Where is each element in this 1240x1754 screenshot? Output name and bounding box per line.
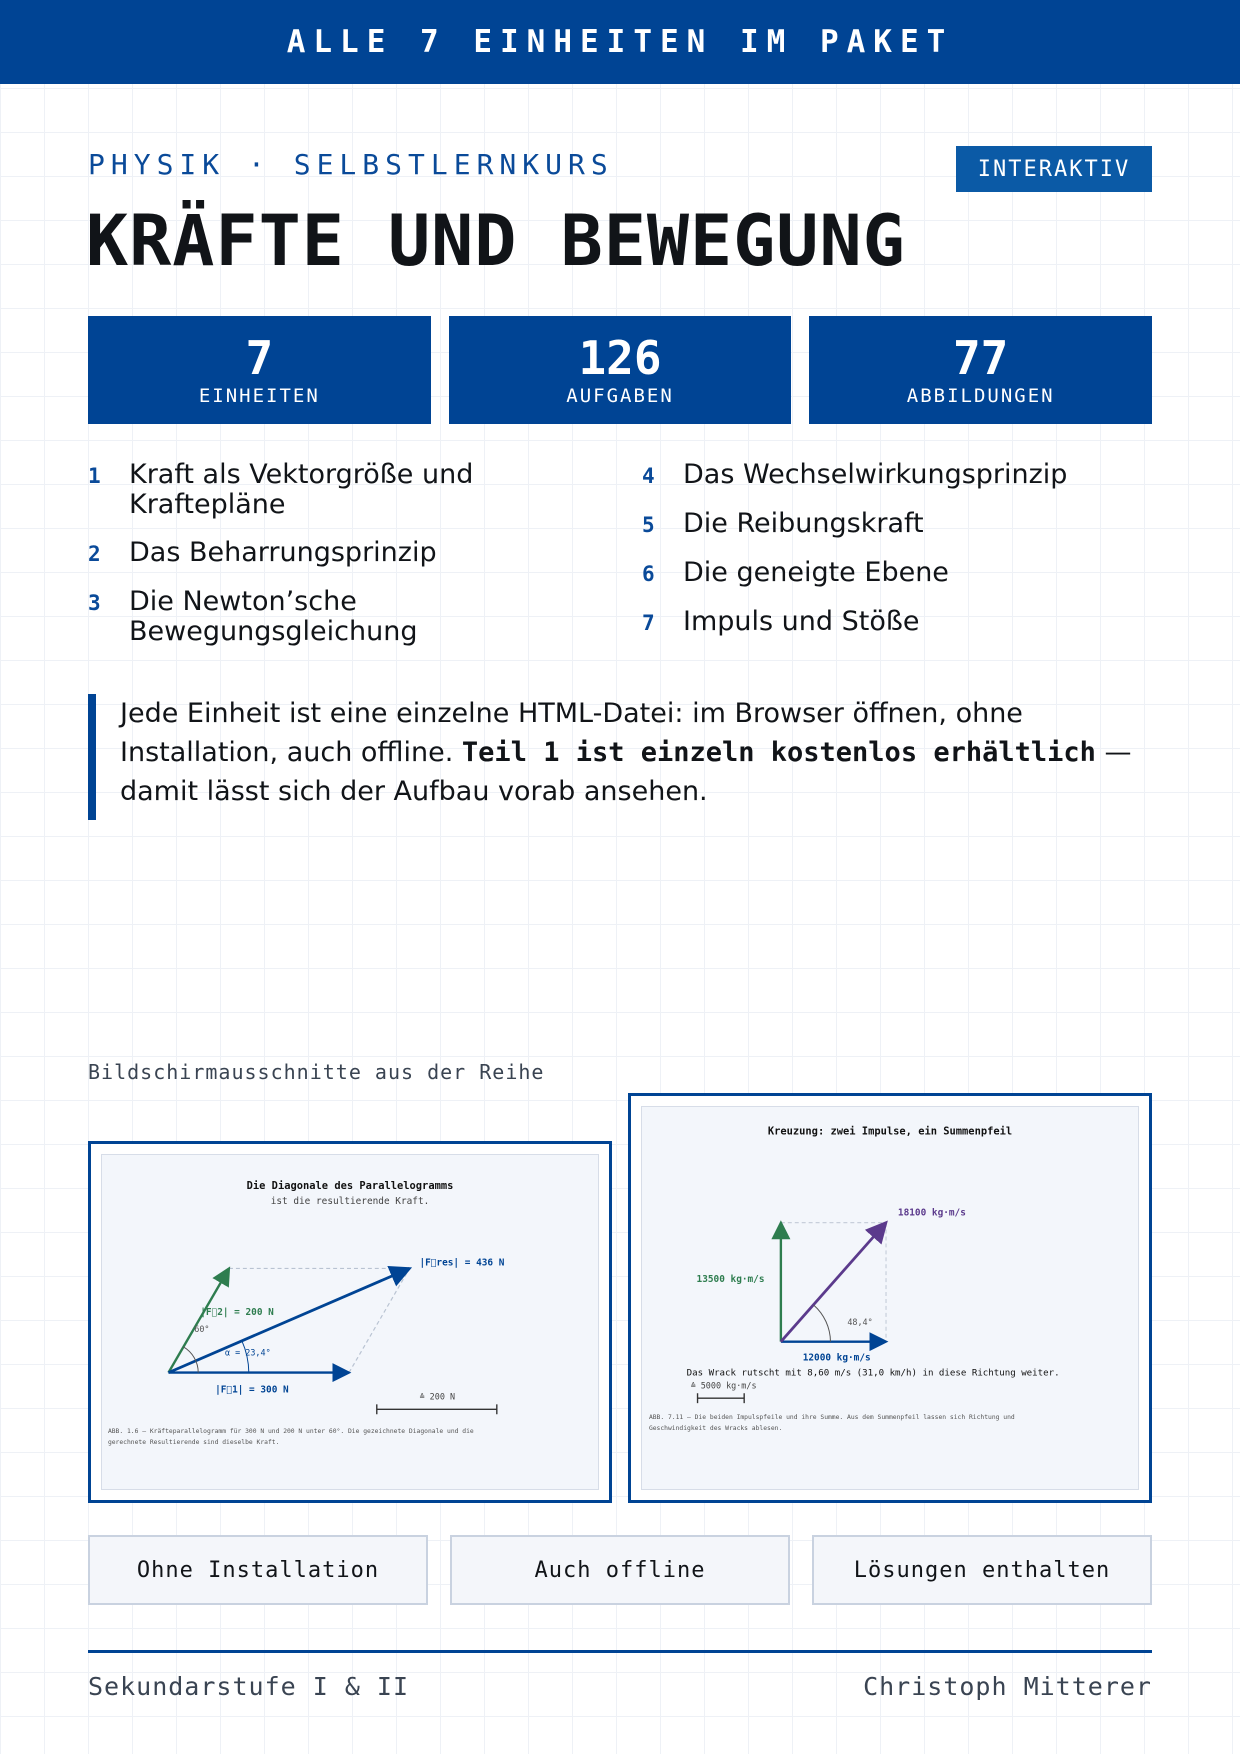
unit-number: 6 [642, 562, 655, 586]
unit-number: 1 [88, 464, 101, 488]
figure-caption-line2: gerechnete Resultierende sind dieselbe Kraft. [107, 1439, 280, 1447]
stat-value: 126 [578, 331, 662, 385]
unit-title: Das Wechselwirkungsprinzip [683, 459, 1068, 490]
stat-value: 7 [245, 331, 274, 385]
feature-row [88, 1535, 1152, 1605]
feature-no-install: Ohne Installation [88, 1535, 428, 1605]
footer-author: Christoph Mitterer [863, 1672, 1152, 1701]
figure-caption-line2: Geschwindigkeit des Wracks ablesen. [648, 1424, 783, 1432]
result-text: Das Wrack rutscht mit 8,60 m/s (31,0 km/h) in diese Richtung weiter. [686, 1368, 1060, 1379]
screenshots-label: Bildschirmausschnitte aus der Reihe [88, 1060, 545, 1084]
page-title: KRÄFTE UND BEWEGUNG [86, 200, 906, 282]
screenshot-parallelogram [88, 1141, 612, 1503]
unit-number: 3 [88, 591, 101, 615]
angle-arc [814, 1305, 831, 1342]
unit-number: 4 [642, 464, 655, 488]
angle-label: 48,4° [847, 1316, 873, 1327]
figure-caption-line1: ABB. 1.6 – Kräfteparallelogramm für 300 N und 200 N unter 60°. Die gezeichnete Diagonale und die [107, 1428, 474, 1436]
parallelogram-figure [102, 1155, 598, 1489]
unit-number: 2 [88, 542, 101, 566]
fres-label: |F⃗res| = 436 N [419, 1257, 505, 1269]
stats-row [88, 316, 1152, 424]
py-label: 13500 kg·m/s [696, 1274, 765, 1286]
stat-figures [809, 316, 1152, 424]
momentum-figure [642, 1107, 1138, 1489]
screenshot-momentum [628, 1093, 1152, 1503]
unit-item [88, 538, 588, 569]
sum-label: 18100 kg·m/s [897, 1207, 966, 1219]
note-text-end: — damit lässt sich der Aufbau vorab ansehen. [120, 737, 1132, 807]
figure-caption-line1: ABB. 7.11 – Die beiden Impulspfeile und ihre Summe. Aus dem Summenpfeil lassen sich Richtung und [648, 1414, 1015, 1422]
unit-title: Das Beharrungsprinzip [129, 537, 437, 568]
unit-item [642, 509, 1162, 540]
stat-tasks [449, 316, 792, 424]
footer-divider [88, 1650, 1152, 1653]
footer-level: Sekundarstufe I & II [88, 1672, 410, 1701]
unit-list-right [642, 460, 1162, 656]
figure-title: Kreuzung: zwei Impulse, ein Summenpfeil [767, 1125, 1013, 1138]
screenshot-frame [641, 1106, 1139, 1490]
angle-60-label: 60° [194, 1323, 210, 1334]
info-note [88, 694, 1168, 820]
unit-item [642, 460, 1162, 491]
subject-kicker: PHYSIK · SELBSTLERNKURS [88, 148, 614, 181]
stat-label: AUFGABEN [566, 385, 674, 407]
stat-label: EINHEITEN [198, 385, 320, 407]
stat-value: 77 [952, 331, 1009, 385]
figure-subtitle: ist die resultierende Kraft. [270, 1195, 430, 1207]
unit-item [88, 460, 588, 520]
unit-title: Kraft als Vektorgröße und Kraftepläne [129, 459, 474, 520]
screenshot-frame [101, 1154, 599, 1490]
unit-title: Die Reibungskraft [683, 508, 924, 539]
unit-item [88, 587, 588, 647]
vector-f2 [168, 1268, 229, 1372]
unit-title: Die geneigte Ebene [683, 557, 949, 588]
feature-solutions: Lösungen enthalten [812, 1535, 1152, 1605]
top-banner: ALLE 7 EINHEITEN IM PAKET [0, 0, 1240, 84]
scale-label: ≙ 5000 kg·m/s [690, 1380, 757, 1391]
note-highlight: Teil 1 ist einzeln kostenlos erhältlich [461, 737, 1096, 768]
px-label: 12000 kg·m/s [802, 1352, 871, 1364]
unit-number: 5 [642, 513, 655, 537]
unit-item [642, 558, 1162, 589]
vector-fres [168, 1268, 409, 1372]
unit-item [642, 607, 1162, 638]
alpha-label: α = 23,4° [225, 1347, 271, 1358]
unit-number: 7 [642, 611, 655, 635]
f2-label: |F⃗2| = 200 N [200, 1307, 274, 1319]
unit-title: Impuls und Stöße [683, 606, 920, 637]
scale-label: ≙ 200 N [419, 1391, 456, 1402]
unit-title: Die Newton’sche Bewegungsgleichung [129, 586, 418, 647]
figure-title: Die Diagonale des Parallelogramms [246, 1180, 454, 1193]
f1-label: |F⃗1| = 300 N [215, 1384, 289, 1396]
feature-offline: Auch offline [450, 1535, 790, 1605]
stat-units [88, 316, 431, 424]
note-text: Jede Einheit ist eine einzelne HTML-Datei: im Browser öffnen, ohne Installation, auch offline. [120, 698, 1023, 768]
dashed-edge-right [349, 1268, 410, 1372]
unit-list-left [88, 460, 588, 665]
interactive-badge: INTERAKTIV [956, 146, 1152, 192]
stat-label: ABBILDUNGEN [906, 385, 1055, 407]
